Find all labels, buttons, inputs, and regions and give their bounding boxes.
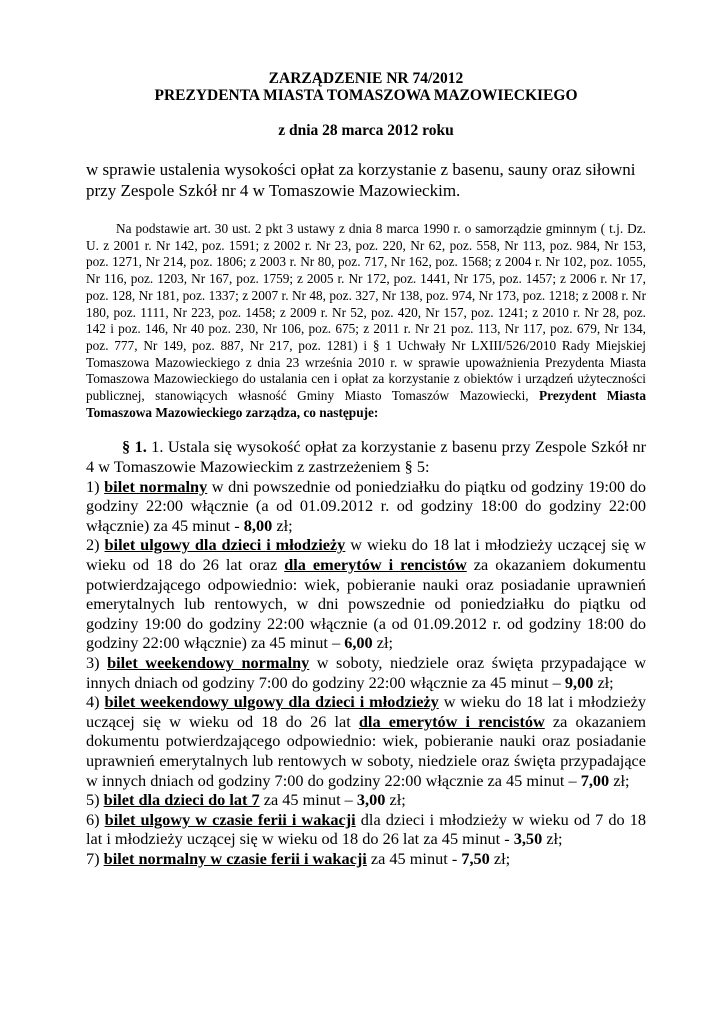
item-number: 1) [86, 476, 100, 496]
list-item [86, 692, 646, 790]
document-subject: w sprawie ustalenia wysokości opłat za korzystanie z basenu, sauny oraz siłowni przy Zespole Szkół nr 4 w Tomaszowie Mazowieckim. [86, 160, 636, 200]
ticket-price: 6,00 [344, 633, 373, 653]
section-1-intro [86, 437, 646, 476]
document-title-line-1: ZARZĄDZENIE NR 74/2012 [268, 70, 464, 87]
eligible-group: dla emerytów i rencistów [284, 555, 467, 574]
item-text: w wieku do 18 lat i młodzieży uczącej się w wieku od 18 do 26 lat [86, 692, 646, 731]
list-item [86, 477, 646, 536]
item-number: 3) [86, 652, 100, 672]
document-page [86, 70, 646, 869]
ticket-price: 7,50 [461, 848, 490, 868]
item-number: 7) [86, 848, 100, 868]
ticket-name: bilet normalny [104, 476, 208, 496]
item-text: w wieku do 18 lat i młodzieży uczącej się w wieku od 18 do 26 lat oraz [86, 535, 646, 574]
currency: zł; [597, 672, 614, 692]
document-title-line-2: PREZYDENTA MIASTA TOMASZOWA MAZOWIECKIEGO [154, 87, 578, 104]
list-item [86, 810, 646, 849]
ticket-price: 9,00 [564, 672, 594, 692]
item-number: 2) [86, 535, 100, 555]
currency: zł; [376, 633, 394, 653]
item-number: 5) [86, 790, 100, 810]
section-1-intro-text: 1. Ustala się wysokość opłat za korzystanie z basenu przy Zespole Szkół nr 4 w Tomaszowie Mazowieckim z zastrzeżeniem § 5: [86, 437, 647, 477]
item-text: w dni powszednie od poniedziałku do piątku od godziny 19:00 do godziny 22:00 włącznie (a od 01.09.2012 r. od godziny 18:00 do godziny 22:00 włącznie) za 45 minut - [86, 476, 647, 535]
item-number: 6) [86, 809, 100, 829]
list-item [86, 849, 646, 869]
ticket-name: bilet normalny w czasie ferii i wakacji [103, 848, 367, 868]
item-text: w soboty, niedziele oraz święta przypadające w innych dniach od godziny 7:00 do godziny 22:00 włącznie za 45 minut – [86, 652, 646, 692]
legal-basis-text: Na podstawie art. 30 ust. 2 pkt 3 ustawy z dnia 8 marca 1990 r. o samorządzie gminnym ( t.j. Dz. U. z 2001 r. Nr 142, poz. 1591; z 2002 r. Nr 23, poz. 220, Nr 62, poz. 558, Nr 113, poz. 984, Nr 153, poz. 1271, Nr 214, poz. 1806; z 2003 r. Nr 80, poz. 717, Nr 162, poz. 1568; z 2004 r. Nr 102, poz. 1055, Nr 116, poz. 1203, Nr 167, poz. 1759; z 2005 r. Nr 172, poz. 1441, Nr 175, poz. 1457; z 2006 r. Nr 17, poz. 128, Nr 181, poz. 1337; z 2007 r. Nr 48, poz. 327, Nr 138, poz. 974, Nr 173, poz. 1218; z 2008 r. Nr 180, poz. 1111, Nr 223, poz. 1458; z 2009 r. Nr 52, poz. 420, Nr 157, poz. 1241; z 2010 r. Nr 28, poz. 142 i poz. 146, Nr 40 poz. 230, Nr 106, poz. 675; z 2011 r. Nr 21 poz. 113, Nr 117, poz. 679, Nr 134, poz. 777, Nr 149, poz. 887, Nr 217, poz. 1281) i § 1 Uchwały Nr LXIII/526/2010 Rady Miejskiej Tomaszowa Mazowieckiego z dnia 23 września 2010 r. w sprawie upoważnienia Prezydenta Miasta Tomaszowa Mazowieckiego do ustalania cen i opłat za korzystanie z obiektów i urządzeń użyteczności publicznej, stanowiących własność Gminy Miasto Tomaszów Mazowiecki, [86, 221, 646, 404]
currency: zł; [613, 770, 630, 790]
ticket-name: bilet weekendowy ulgowy dla dzieci i młodzieży [104, 692, 439, 712]
item-text: za 45 minut - [370, 848, 458, 868]
currency: zł; [546, 829, 563, 849]
ticket-price: 3,50 [513, 829, 543, 849]
legal-basis-paragraph [86, 221, 646, 421]
section-1 [86, 437, 646, 868]
legal-basis-closing: Prezydent Miasta Tomaszowa Mazowieckiego zarządza, co następuje: [86, 388, 646, 420]
section-1-mark: § 1. [122, 437, 147, 457]
item-text: za 45 minut – [263, 790, 353, 810]
ticket-name: bilet ulgowy w czasie ferii i wakacji [104, 809, 356, 829]
item-text: dla dzieci i młodzieży w wieku od 7 do 18 lat i młodzieży uczącej się w wieku od 18 do 26 lat za 45 minut - [86, 809, 647, 849]
ticket-price: 8,00 [243, 515, 273, 535]
ticket-price: 7,00 [580, 770, 610, 790]
list-item [86, 535, 646, 653]
ticket-price: 3,00 [356, 790, 386, 810]
currency: zł; [276, 515, 293, 535]
ticket-name: bilet ulgowy dla dzieci i młodzieży [104, 535, 346, 555]
list-item [86, 790, 646, 810]
ticket-name: bilet weekendowy normalny [107, 652, 310, 672]
ticket-name: bilet dla dzieci do lat 7 [103, 790, 260, 810]
item-number: 4) [86, 692, 100, 712]
eligible-group: dla emerytów i rencistów [358, 711, 545, 731]
item-text: za okazaniem dokumentu potwierdzającego odpowiednio: wiek, pobieranie nauki oraz posiadanie uprawnień emerytalnych lub rentowych, w dni powszednie od poniedziałku do piątku od godziny 19:00 do godziny 22:00 włącznie (a od 01.09.2012 r. od godziny 18:00 do godziny 22:00 włącznie) za 45 minut – [86, 555, 646, 653]
document-date: z dnia 28 marca 2012 roku [278, 122, 454, 139]
currency: zł; [493, 848, 511, 868]
list-item [86, 653, 646, 692]
currency: zł; [389, 790, 406, 810]
item-text: za okazaniem dokumentu potwierdzającego odpowiednio: wiek, pobieranie nauki oraz posiadanie uprawnień emerytalnych lub rentowych w soboty, niedziele oraz święta przypadające w innych dniach od godziny 7:00 do godziny 22:00 włącznie za 45 minut – [86, 711, 647, 790]
